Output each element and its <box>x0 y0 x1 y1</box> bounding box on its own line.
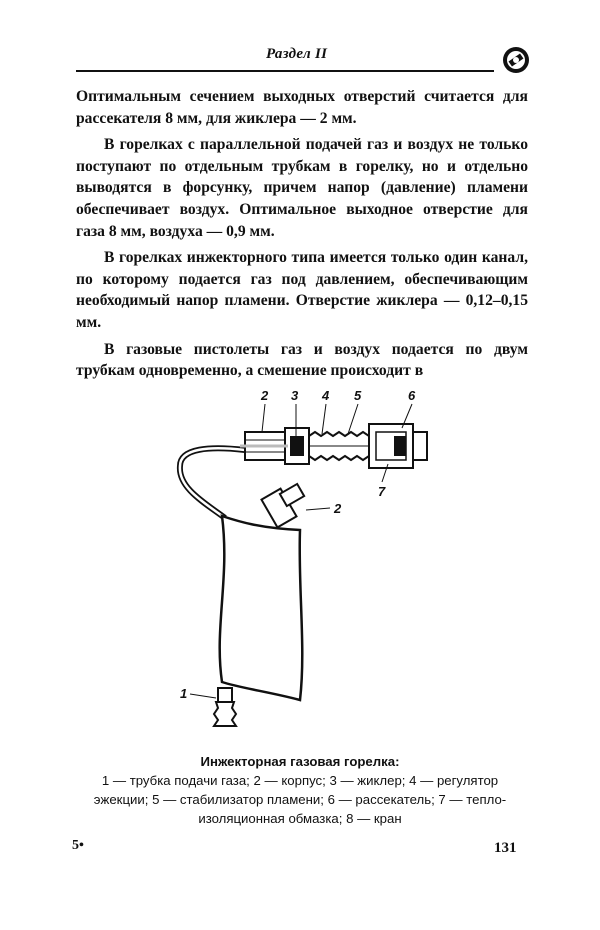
burner-body <box>240 424 427 468</box>
gas-valve <box>261 484 330 527</box>
paragraph-4: В газовые пистолеты газ и воздух подается по двум трубкам одновременно, а смешение происходит в <box>76 340 528 380</box>
caption-title: Инжекторная газовая горелка: <box>200 754 400 769</box>
main-text <box>76 86 528 387</box>
page-number: 131 <box>494 840 517 856</box>
caption-line-1: 1 — трубка подачи газа; 2 — корпус; 3 — жиклер; 4 — регулятор <box>101 773 499 788</box>
label-1: 1 <box>180 686 188 701</box>
figure-caption <box>68 752 532 828</box>
label-2-top: 2 <box>261 388 269 403</box>
label-2-valve: 2 <box>334 501 342 516</box>
section-title: Раздел II <box>266 46 328 62</box>
paragraph-1: Оптимальным сечением выходных отверстий считается для рассекателя 8 мм, для жиклера — 2 мм. <box>76 88 528 127</box>
label-6: 6 <box>408 388 416 403</box>
footer-mark: 5• <box>72 838 84 853</box>
label-7: 7 <box>378 484 386 499</box>
label-3: 3 <box>291 388 299 403</box>
caption-line-2: эжекции; 5 — стабилизатор пламени; 6 — рассекатель; 7 — тепло- <box>93 792 507 807</box>
paragraph-2: В горелках с параллельной подачей газ и воздух не только поступают по отдельным трубкам в горелку, но и отдельно выводятся в форсунку, причем напор (давление) пламени обеспечивает воздух. Оптимальное выходное отверстие для газа 8 мм, воздуха — 0,9 мм. <box>76 136 528 240</box>
gas-bag <box>220 516 303 700</box>
burner-illustration <box>150 388 450 738</box>
label-5: 5 <box>354 388 362 403</box>
gas-outlet-nozzle <box>190 688 236 726</box>
running-header <box>76 42 494 72</box>
paragraph-3: В горелках инжекторного типа имеется только один канал, по которому подается газ под давлением, обеспечивающим необходимый напор пламени. Отверстие жиклера — 0,12–0,15 мм. <box>76 249 528 331</box>
label-4: 4 <box>322 388 330 403</box>
caption-line-3: изоляционная обмазка; 8 — кран <box>198 811 402 826</box>
gear-emblem-icon <box>500 44 532 76</box>
